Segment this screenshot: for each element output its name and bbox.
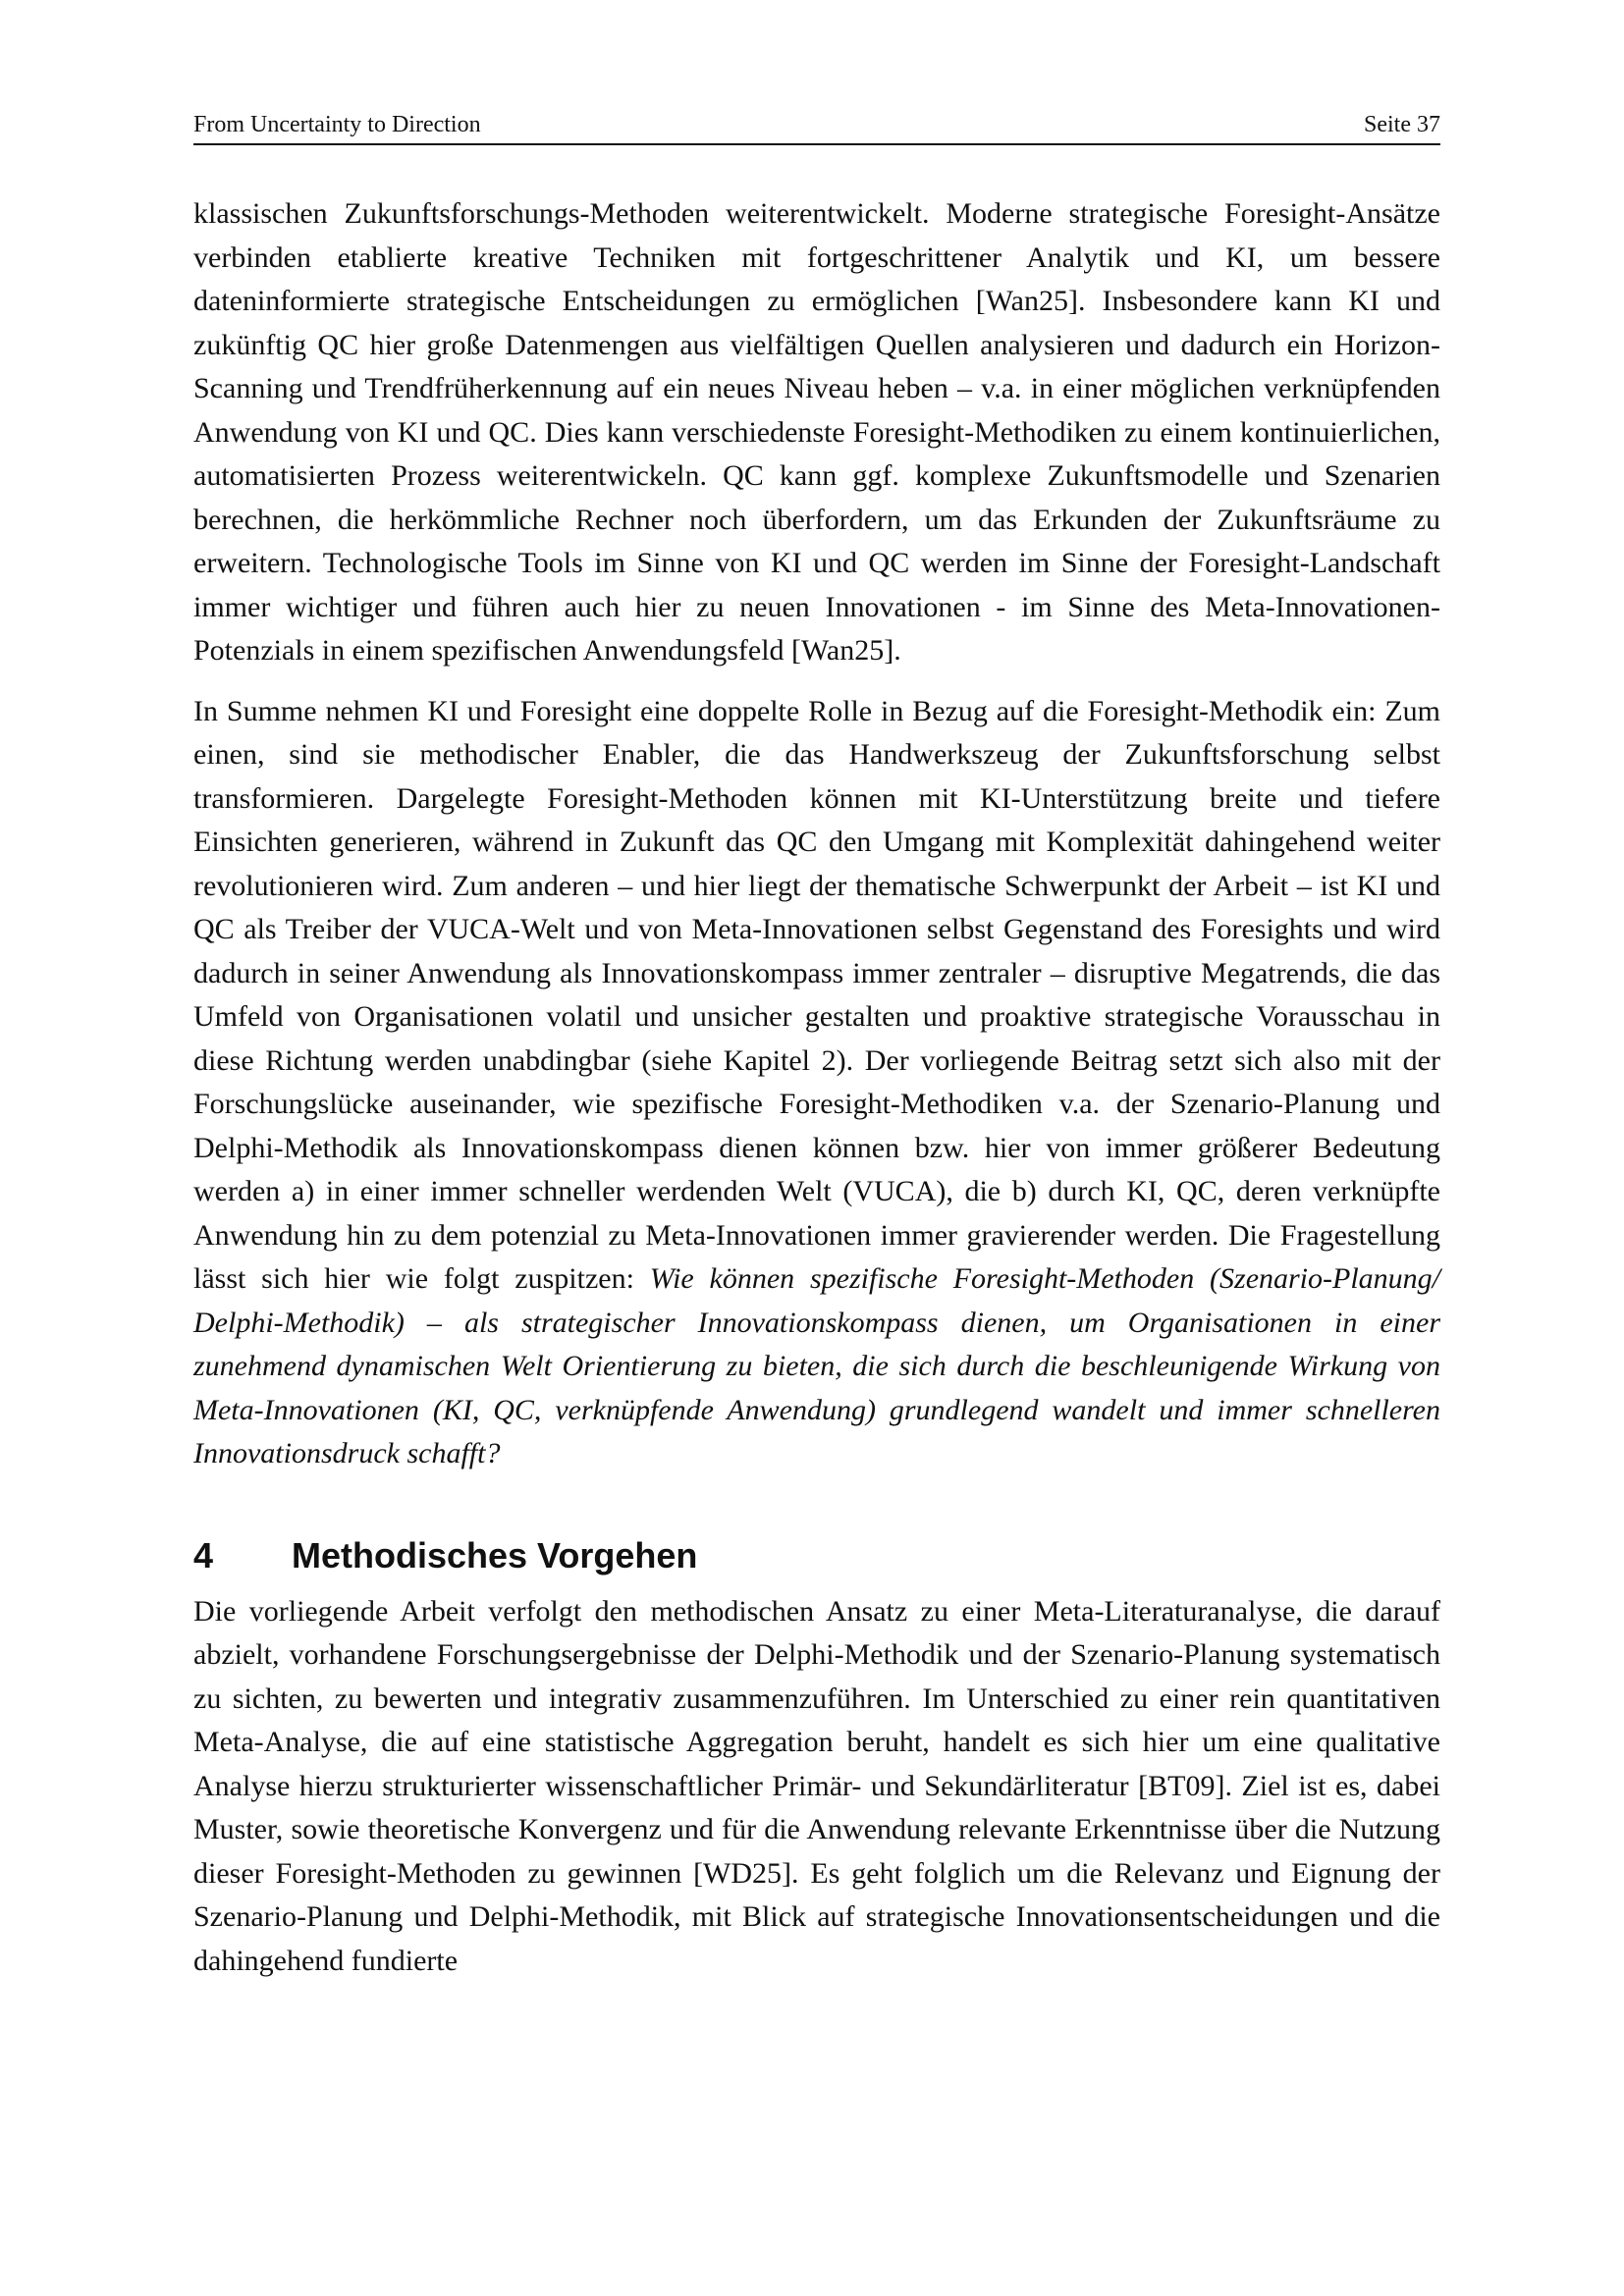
page-header	[193, 108, 1440, 145]
running-title: From Uncertainty to Direction	[193, 112, 481, 137]
research-question: Wie können spezifische Foresight-Methoden (Szenario-Planung/ Delphi-Methodik) – als strategischer Innovationskompass dienen, um Organisationen in einer zunehmend dynamischen Welt Orientierung zu bieten, die sich durch die beschleunigende Wirkung von Meta-Innovationen (KI, QC, verknüpfende Anwendung) grundlegend wandelt und immer schnelleren Innovationsdruck schafft?	[193, 1262, 1441, 1469]
section-title: Methodisches Vorgehen	[292, 1534, 698, 1575]
section-number: 4	[193, 1534, 214, 1575]
paragraph-2	[193, 690, 1440, 1476]
paragraph-1: klassischen Zukunftsforschungs-Methoden weiterentwickelt. Moderne strategische Foresight-Ansätze verbinden etablierte kreative Techniken mit fortgeschrittener Analytik und KI, um bessere dateninformierte strategische Entscheidungen zu ermöglichen [Wan25]. Insbesondere kann KI und zukünftig QC hier große Datenmengen aus vielfältigen Quellen analysieren und dadurch ein Horizon-Scanning und Trendfrüherkennung auf ein neues Niveau heben – v.a. in einer möglichen verknüpfenden Anwendung von KI und QC. Dies kann verschiedenste Foresight-Methodiken zu einem kontinuierlichen, automatisierten Prozess weiterentwickeln. QC kann ggf. komplexe Zukunftsmodelle und Szenarien berechnen, die herkömmliche Rechner noch überfordern, um das Erkunden der Zukunftsräume zu erweitern. Technologische Tools im Sinne von KI und QC werden im Sinne der Foresight-Landschaft immer wichtiger und führen auch hier zu neuen Innovationen - im Sinne des Meta-Innovationen-Potenzials in einem spezifischen Anwendungsfeld [Wan25].	[193, 197, 1440, 667]
page-number: Seite 37	[1364, 112, 1440, 137]
page-body	[193, 192, 1440, 1983]
paragraph-3: Die vorliegende Arbeit verfolgt den methodischen Ansatz zu einer Meta-Literaturanalyse, die darauf abzielt, vorhandene Forschungsergebnisse der Delphi-Methodik und der Szenario-Planung systematisch zu sichten, zu bewerten und integrativ zusammenzuführen. Im Unterschied zu einer rein quantitativen Meta-Analyse, die auf eine statistische Aggregation beruht, handelt es sich hier um eine qualitative Analyse hierzu strukturierter wissenschaftlicher Primär- und Sekundärliteratur [BT09]. Ziel ist es, dabei Muster, sowie theoretische Konvergenz und für die Anwendung relevante Erkenntnisse über die Nutzung dieser Foresight-Methoden zu gewinnen [WD25]. Es geht folglich um die Relevanz und Eignung der Szenario-Planung und Delphi-Methodik, mit Blick auf strategische Innovationsentscheidungen und die dahingehend fundierte	[193, 1594, 1440, 1977]
paragraph-2-text: In Summe nehmen KI und Foresight eine doppelte Rolle in Bezug auf die Foresight-Methodik ein: Zum einen, sind sie methodischer Enabler, die das Handwerkszeug der Zukunftsforschung selbst transformieren. Dargelegte Foresight-Methoden können mit KI-Unterstützung breite und tiefere Einsichten generieren, während in Zukunft das QC den Umgang mit Komplexität dahingehend weiter revolutionieren wird. Zum anderen – und hier liegt der thematische Schwerpunkt der Arbeit – ist KI und QC als Treiber der VUCA-Welt und von Meta-Innovationen selbst Gegenstand des Foresights und wird dadurch in seiner Anwendung als Innovationskompass immer zentraler – disruptive Megatrends, die das Umfeld von Organisationen volatil und unsicher gestalten und proaktive strategische Vorausschau in diese Richtung werden unabdingbar (siehe Kapitel 2). Der vorliegende Beitrag setzt sich also mit der Forschungslücke auseinander, wie spezifische Foresight-Methodiken v.a. der Szenario-Planung und Delphi-Methodik als Innovationskompass dienen können bzw. hier von immer größerer Bedeutung werden a) in einer immer schneller werdenden Welt (VUCA), die b) durch KI, QC, deren verknüpfte Anwendung hin zu dem potenzial zu Meta-Innovationen immer gravierender werden. Die Fragestellung lässt sich hier wie folgt zuspitzen:	[193, 694, 1440, 1295]
section-heading	[193, 1533, 1440, 1578]
